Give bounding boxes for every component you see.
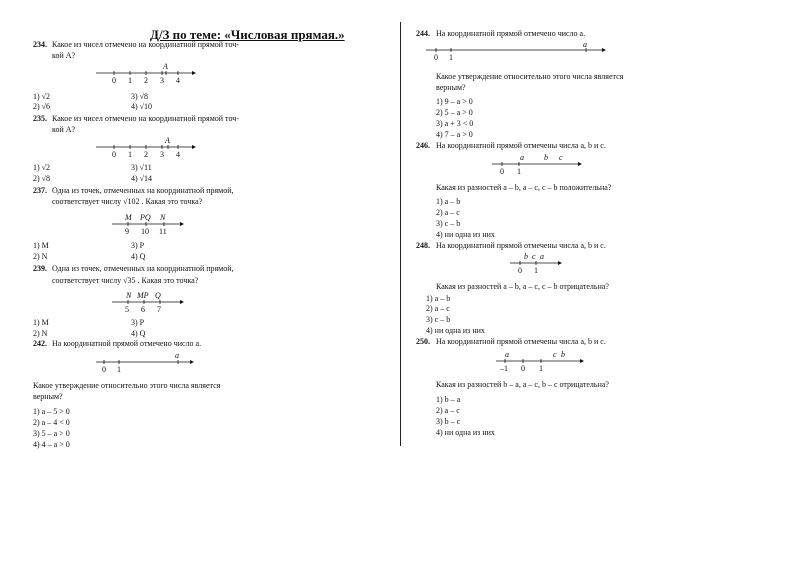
problem-234-option-4: 4) √10: [131, 102, 153, 111]
problem-250-number: 250.: [416, 337, 430, 346]
point-label: b: [524, 252, 528, 261]
axis-arrow: [192, 145, 196, 149]
problem-239-option-2: 2) N: [33, 329, 48, 338]
problem-244-option-3: 3) a + 3 < 0: [436, 119, 474, 128]
axis-arrow: [192, 71, 196, 75]
problem-248-option-1: 1) a – b: [426, 294, 451, 303]
problem-244-option-1: 1) 9 – a > 0: [436, 97, 473, 106]
problem-234-option-2: 2) √6: [33, 102, 51, 111]
point-label: a: [540, 252, 544, 261]
problem-242-option-1: 1) a – 5 > 0: [33, 407, 70, 416]
tick-label: 1: [534, 266, 538, 275]
problem-239-question-line1: Одна из точек, отмеченных на координатной прямой,: [52, 264, 234, 273]
problem-250-number-line: [492, 350, 592, 374]
problem-246-option-2: 2) a – c: [436, 208, 460, 217]
point-label: c: [559, 153, 563, 162]
problem-237-number: 237.: [33, 186, 47, 195]
problem-250-question-line1: На координатной прямой отмечены числа a, b и c.: [436, 337, 606, 346]
point-label: b: [561, 350, 565, 359]
tick-label: 1: [517, 167, 521, 176]
problem-246-option-4: 4) ни одна из них: [436, 230, 495, 239]
problem-234-option-3: 3) √8: [131, 92, 149, 101]
problem-239-option-1: 1) M: [33, 318, 49, 327]
problem-235-number: 235.: [33, 114, 47, 123]
column-divider: [400, 22, 401, 446]
problem-250-option-2: 2) a – c: [436, 406, 460, 415]
problem-239-option-4: 4) Q: [131, 329, 146, 338]
tick-label: 1: [128, 76, 132, 85]
tick-label: 6: [141, 305, 145, 314]
axis-arrow: [180, 222, 184, 226]
tick-label: 2: [144, 76, 148, 85]
point-label: M: [125, 213, 132, 222]
problem-242-question-line3: верным?: [33, 392, 63, 401]
problem-239-number: 239.: [33, 264, 47, 273]
problem-235-option-1: 1) √2: [33, 163, 51, 172]
tick-label: 3: [160, 150, 164, 159]
problem-248-question-line2: Какая из разностей a – b, a – c, c – b отрицательна?: [436, 282, 609, 291]
problem-234-number-line: [92, 64, 202, 84]
problem-237-option-3: 3) P: [131, 241, 145, 250]
problem-248-option-2: 2) a – c: [426, 304, 450, 313]
problem-248-number-line: [506, 252, 566, 276]
point-label: A: [165, 136, 170, 145]
point-label: N: [126, 291, 132, 300]
tick-label: 1: [449, 53, 453, 62]
tick-label: 4: [176, 150, 180, 159]
problem-246-question-line2: Какая из разностей a – b, a – c, c – b положительна?: [436, 183, 612, 192]
problem-242-option-2: 2) a – 4 < 0: [33, 418, 70, 427]
problem-250-option-4: 4) ни одна из них: [436, 428, 495, 437]
point-label: c: [532, 252, 536, 261]
problem-234-question-line2: кой A?: [52, 51, 76, 60]
problem-239-question-line2: соответствует числу √35 . Какая это точка?: [52, 276, 199, 285]
axis-arrow: [578, 162, 582, 166]
problem-248-number: 248.: [416, 241, 430, 250]
problem-234-question-line1: Какое из чисел отмечено на координатной прямой точ-: [52, 40, 239, 49]
tick-label: 9: [125, 227, 129, 236]
problem-234-option-1: 1) √2: [33, 92, 51, 101]
problem-246-question-line1: На координатной прямой отмечены числа a, b и c.: [436, 141, 606, 150]
problem-235-option-3: 3) √11: [131, 163, 152, 172]
problem-246-option-1: 1) a – b: [436, 197, 461, 206]
point-label: A: [163, 62, 168, 71]
tick-label: 5: [125, 305, 129, 314]
tick-label: 1: [117, 365, 121, 374]
tick-label: 7: [157, 305, 161, 314]
point-label: N: [160, 213, 166, 222]
problem-242-option-3: 3) 5 – a > 0: [33, 429, 70, 438]
problem-237-question-line2: соответствует числу √102 . Какая это точка?: [52, 197, 203, 206]
tick-label: 3: [160, 76, 164, 85]
point-label: a: [583, 40, 587, 49]
problem-242-question-line2: Какое утверждение относительно этого числа является: [33, 381, 221, 390]
point-label: MP: [137, 291, 149, 300]
problem-244-question-line3: верным?: [436, 83, 466, 92]
problem-242-number-line: [92, 352, 202, 374]
point-label: a: [175, 351, 179, 360]
point-label: c: [553, 350, 557, 359]
problem-239-option-3: 3) P: [131, 318, 145, 327]
problem-242-option-4: 4) 4 – a > 0: [33, 440, 70, 449]
axis-arrow: [558, 261, 562, 265]
axis-arrow: [602, 48, 606, 52]
tick-label: 0: [500, 167, 504, 176]
page-title: Д/З по теме: «Числовая прямая.»: [150, 27, 345, 42]
problem-250-option-1: 1) b – a: [436, 395, 461, 404]
problem-248-option-4: 4) ни одна из них: [426, 326, 485, 335]
point-label: a: [505, 350, 509, 359]
problem-237-option-4: 4) Q: [131, 252, 146, 261]
problem-248-question-line1: На координатной прямой отмечены числа a, b и c.: [436, 241, 606, 250]
tick-label: 0: [102, 365, 106, 374]
problem-237-number-line: [108, 212, 188, 236]
tick-label: 2: [144, 150, 148, 159]
tick-label: 0: [112, 150, 116, 159]
problem-237-option-2: 2) N: [33, 252, 48, 261]
tick-label: 10: [141, 227, 149, 236]
problem-244-number: 244.: [416, 29, 430, 38]
tick-label: 11: [159, 227, 167, 236]
problem-235-option-4: 4) √14: [131, 174, 153, 183]
problem-244-question-line2: Какое утверждение относительно этого числа является: [436, 72, 624, 81]
point-label: Q: [155, 291, 161, 300]
problem-237-question-line1: Одна из точек, отмеченных на координатной прямой,: [52, 186, 234, 195]
tick-label: 1: [539, 364, 543, 373]
problem-246-number: 246.: [416, 141, 430, 150]
problem-244-option-2: 2) 5 – a > 0: [436, 108, 473, 117]
problem-242-question-line1: На координатной прямой отмечено число a.: [52, 339, 202, 348]
problem-250-option-3: 3) b – c: [436, 417, 461, 426]
problem-237-option-1: 1) M: [33, 241, 49, 250]
problem-244-option-4: 4) 7 – a > 0: [436, 130, 473, 139]
tick-label: 0: [434, 53, 438, 62]
tick-label: 0: [518, 266, 522, 275]
axis-arrow: [580, 359, 584, 363]
problem-235-question-line2: кой A?: [52, 125, 76, 134]
problem-242-number: 242.: [33, 339, 47, 348]
problem-239-number-line: [108, 290, 188, 314]
tick-label: 0: [112, 76, 116, 85]
problem-235-option-2: 2) √8: [33, 174, 51, 183]
point-label: b: [544, 153, 548, 162]
tick-label: 1: [128, 150, 132, 159]
tick-label: –1: [500, 364, 508, 373]
problem-235-question-line1: Какое из чисел отмечено на координатной прямой точ-: [52, 114, 239, 123]
problem-244-question-line1: На координатной прямой отмечено число a.: [436, 29, 586, 38]
point-label: PQ: [140, 213, 151, 222]
problem-235-number-line: [92, 138, 202, 158]
tick-label: 4: [176, 76, 180, 85]
problem-250-question-line2: Какая из разностей b – a, a – c, b – c отрицательна?: [436, 380, 609, 389]
axis-arrow: [190, 360, 194, 364]
problem-246-option-3: 3) c – b: [436, 219, 461, 228]
problem-248-option-3: 3) c – b: [426, 315, 451, 324]
problem-246-number-line: [488, 153, 588, 177]
tick-label: 0: [521, 364, 525, 373]
axis-arrow: [180, 300, 184, 304]
problem-244-number-line: [422, 41, 612, 63]
point-label: a: [520, 153, 524, 162]
problem-234-number: 234.: [33, 40, 47, 49]
